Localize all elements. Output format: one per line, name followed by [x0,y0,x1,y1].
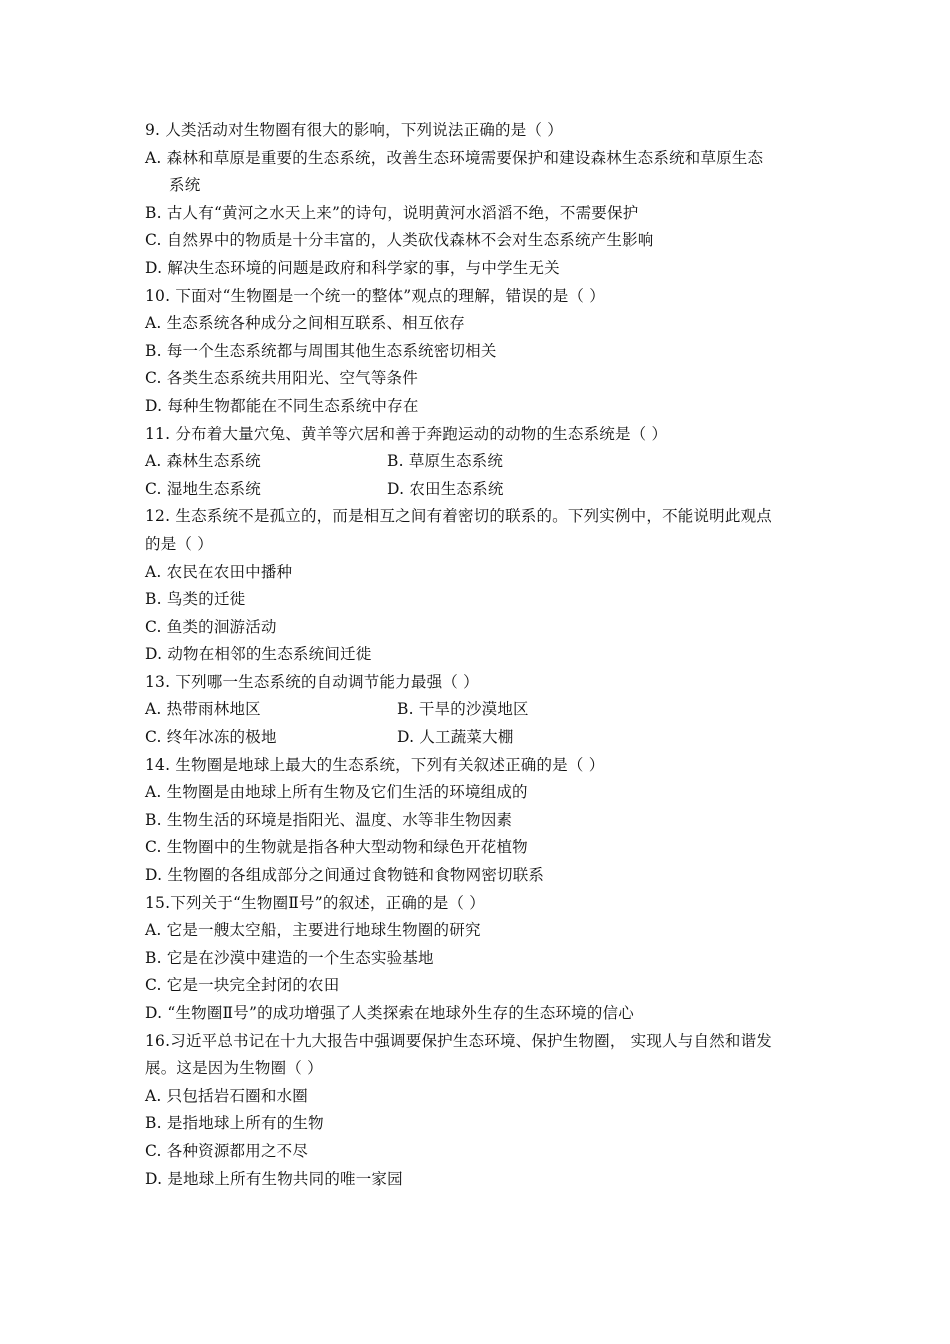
question-11-option-a: A. 森林生态系统 [145,452,261,471]
question-15-option-b: B. 它是在沙漠中建造的一个生态实验基地 [145,948,434,967]
question-14-option-c: C. 生物圈中的生物就是指各种大型动物和绿色开花植物 [145,838,528,857]
question-13-option-d: D. 人工蔬菜大棚 [397,728,514,747]
question-12-option-c: C. 鱼类的洄游活动 [145,617,277,636]
question-list [145,117,825,1193]
question-12-stem-continued: 的是（ ） [145,534,213,553]
question-13-option-c: C. 终年冰冻的极地 [145,728,277,747]
question-16-option-c: C. 各种资源都用之不尽 [145,1141,309,1160]
question-13-stem: 13. 下列哪一生态系统的自动调节能力最强（ ） [145,672,479,691]
question-9-option-d: D. 解决生态环境的问题是政府和科学家的事，与中学生无关 [145,258,560,277]
question-10-option-a: A. 生态系统各种成分之间相互联系、相互依存 [145,314,465,333]
question-12-option-a: A. 农民在农田中播种 [145,562,293,581]
question-16-option-a: A. 只包括岩石圈和水圈 [145,1086,308,1105]
question-12-stem: 12. 生态系统不是孤立的，而是相互之间有着密切的联系的。下列实例中，不能说明此观点 [145,507,772,526]
question-10-stem: 10. 下面对“生物圈是一个统一的整体”观点的理解，错误的是（ ） [145,286,605,305]
question-11-stem: 11. 分布着大量穴兔、黄羊等穴居和善于奔跑运动的动物的生态系统是（ ） [145,424,668,443]
question-11-option-d: D. 农田生态系统 [387,479,504,498]
question-15-option-a: A. 它是一艘太空船，主要进行地球生物圈的研究 [145,921,481,940]
question-12-option-d: D. 动物在相邻的生态系统间迁徙 [145,645,372,664]
question-15-stem: 15.下列关于“生物圈Ⅱ号”的叙述，正确的是（ ） [145,893,485,912]
question-14-option-d: D. 生物圈的各组成部分之间通过食物链和食物网密切联系 [145,866,545,885]
question-14-option-a: A. 生物圈是由地球上所有生物及它们生活的环境组成的 [145,783,528,802]
question-11-option-c: C. 湿地生态系统 [145,479,261,498]
question-16-option-b: B. 是指地球上所有的生物 [145,1114,324,1133]
question-9-option-c: C. 自然界中的物质是十分丰富的，人类砍伐森林不会对生态系统产生影响 [145,231,654,250]
question-15-option-c: C. 它是一块完全封闭的农田 [145,976,340,995]
question-9-stem: 9. 人类活动对生物圈有很大的影响，下列说法正确的是（ ） [145,121,563,139]
question-13-options-row-2 [145,724,825,752]
question-14-stem: 14. 生物圈是地球上最大的生态系统，下列有关叙述正确的是（ ） [145,755,605,774]
question-9-option-b: B. 古人有“黄河之水天上来”的诗句，说明黄河水滔滔不绝，不需要保护 [145,203,639,222]
question-11-options-row-2 [145,476,825,504]
question-14-option-b: B. 生物生活的环境是指阳光、温度、水等非生物因素 [145,810,513,829]
question-11-option-b: B. 草原生态系统 [387,452,504,471]
question-13-options-row-1 [145,696,825,724]
question-12-option-b: B. 鸟类的迁徙 [145,590,246,609]
question-9-option-a-continued: 系统 [169,176,201,195]
question-11-options-row-1 [145,448,825,476]
question-10-option-d: D. 每种生物都能在不同生态系统中存在 [145,396,419,415]
question-16-stem: 16.习近平总书记在十九大报告中强调要保护生态环境、保护生物圈， 实现人与自然和谐发 [145,1031,772,1050]
question-16-option-d: D. 是地球上所有生物共同的唯一家园 [145,1169,403,1188]
question-13-option-a: A. 热带雨林地区 [145,700,261,719]
question-13-option-b: B. 干旱的沙漠地区 [397,700,529,719]
question-10-option-c: C. 各类生态系统共用阳光、空气等条件 [145,369,418,388]
question-9-option-a: A. 森林和草原是重要的生态系统，改善生态环境需要保护和建设森林生态系统和草原生态 [145,148,764,167]
question-16-stem-continued: 展。这是因为生物圈（ ） [145,1059,323,1078]
question-15-option-d: D. “生物圈Ⅱ号”的成功增强了人类探索在地球外生存的生态环境的信心 [145,1004,634,1022]
question-10-option-b: B. 每一个生态系统都与周围其他生态系统密切相关 [145,341,497,360]
